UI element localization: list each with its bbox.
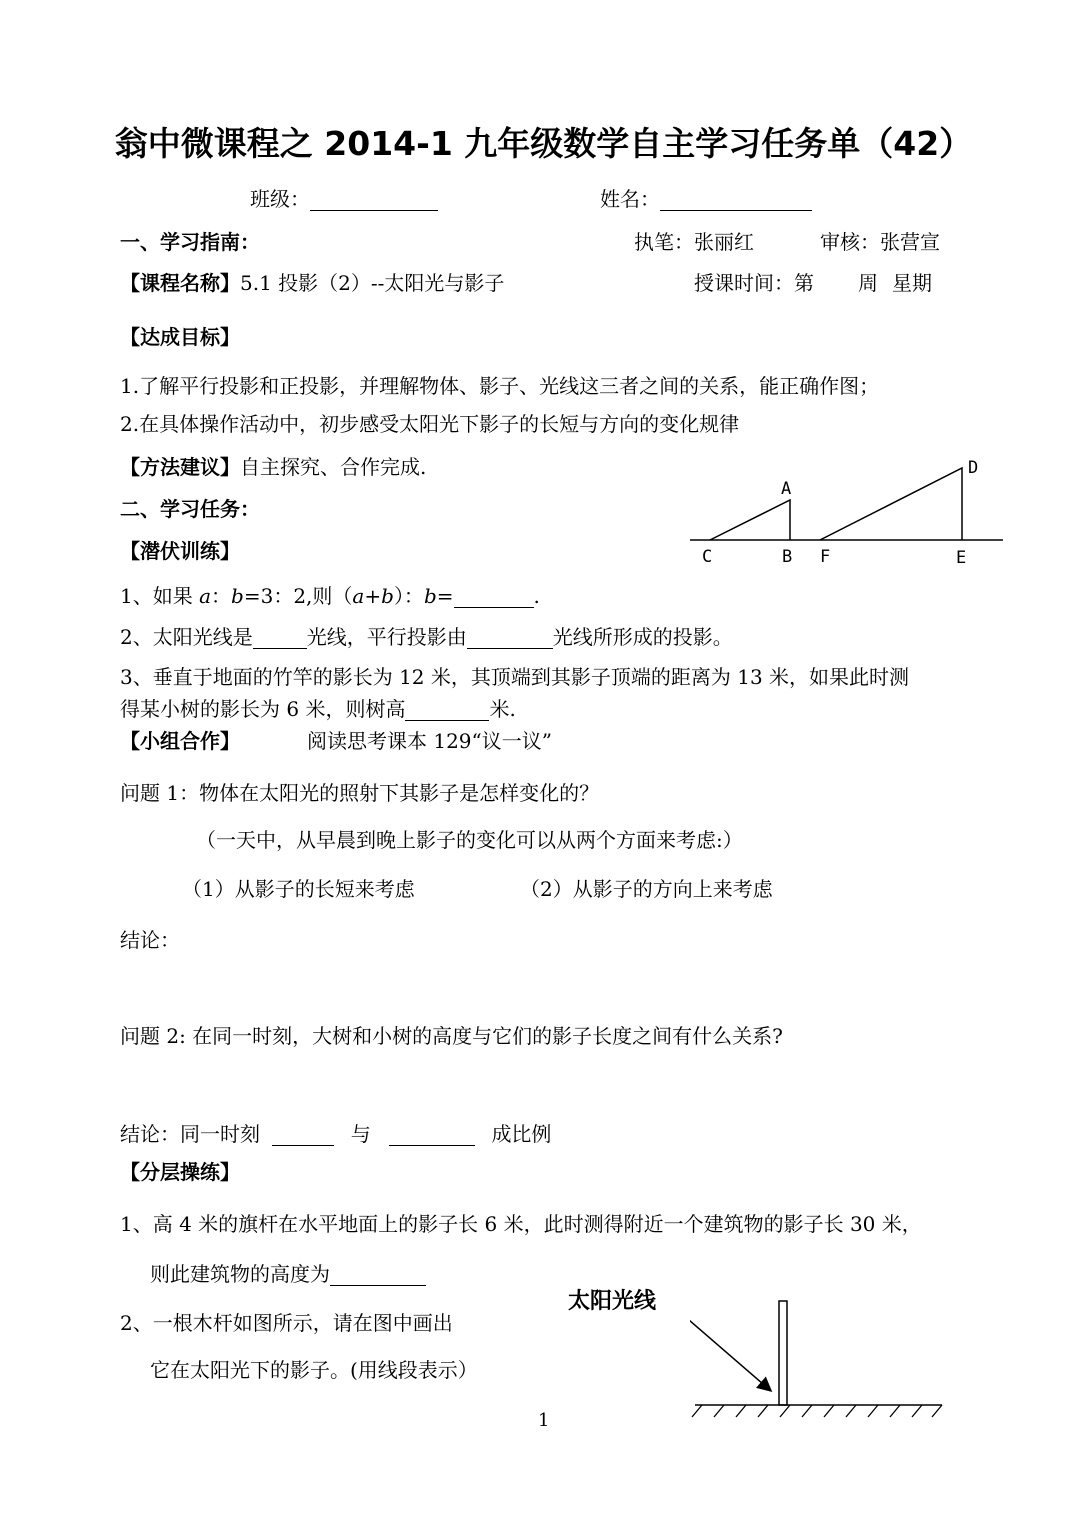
goal-item-2: 2.在具体操作活动中，初步感受太阳光下影子的长短与方向的变化规律: [120, 412, 740, 436]
section1-heading: 一、学习指南：: [120, 230, 260, 254]
conclusion-1: 结论：: [120, 928, 180, 952]
latent-q3-line2: [120, 697, 516, 721]
latent-q3-line1: 3、垂直于地面的竹竿的影长为 12 米，其顶端到其影子顶端的距离为 13 米，如果此时测: [120, 665, 910, 689]
exercise-1-line1: 1、高 4 米的旗杆在水平地面上的影子长 6 米，此时测得附近一个建筑物的影子长 30 米，: [120, 1212, 922, 1236]
q1-prefix: 1、如果: [120, 584, 193, 608]
conclusion-2-part-c: 成比例: [491, 1122, 552, 1146]
page-title: 翁中微课程之 2014-1 九年级数学自主学习任务单（42）: [114, 124, 973, 163]
course-week: 周: [858, 271, 878, 295]
conclusion-2-part-a: 结论：同一时刻: [120, 1122, 260, 1146]
course-label: 【课程名称】: [120, 271, 240, 295]
conclusion-2-blank-2: [389, 1125, 475, 1146]
conclusion-2-blank-1: [272, 1125, 334, 1146]
group-heading: 【小组合作】: [120, 729, 240, 753]
name-label: 姓名：: [600, 187, 660, 211]
course-time-label: 授课时间：第: [694, 271, 814, 295]
label-e: E: [956, 548, 967, 568]
q2-part-c: 光线所形成的投影。: [552, 625, 733, 649]
page-number: 1: [538, 1410, 550, 1431]
conclusion-2-part-b: 与: [350, 1122, 371, 1146]
q1-colon: ：: [211, 584, 232, 608]
q1-var-a2: a: [352, 584, 365, 608]
problem-2: 问题 2: 在同一时刻，大树和小树的高度与它们的影子长度之间有什么关系?: [120, 1024, 783, 1048]
problem-1-option-1: （1）从影子的长短来考虑: [182, 877, 415, 901]
latent-q1: [120, 584, 540, 608]
exercise-2-line1: 2、一根木杆如图所示，请在图中画出: [120, 1311, 453, 1335]
class-blank: [310, 190, 438, 211]
method-label: 【方法建议】: [120, 455, 240, 479]
sun-rays-label: 太阳光线: [568, 1289, 657, 1314]
q1-var-b3: b: [423, 584, 437, 608]
course-weekday: 星期: [892, 271, 932, 295]
label-a: A: [781, 479, 792, 499]
layered-heading: 【分层操练】: [120, 1160, 240, 1184]
triangle-diagram: [680, 450, 1010, 575]
reviewer-text: 审核：张营宣: [820, 230, 940, 254]
latent-heading: 【潜伏训练】: [120, 539, 240, 563]
q1-var-b2: b: [381, 584, 394, 608]
q1-eq: =: [436, 584, 454, 608]
q3-end: 米.: [489, 697, 516, 721]
method-text: 自主探究、合作完成.: [240, 455, 427, 479]
q2-part-a: 2、太阳光线是: [120, 625, 253, 649]
q2-blank-1: [253, 628, 307, 649]
group-text: 阅读思考课本 129“议一议”: [307, 729, 552, 753]
writer-text: 执笔：张丽红: [634, 230, 754, 254]
method-line: [120, 455, 426, 479]
latent-q2: [120, 625, 733, 649]
q1-close: ）：: [393, 584, 424, 608]
class-field: [250, 187, 438, 211]
q1-var-b: b: [231, 584, 244, 608]
exercise-2-line2: 它在太阳光下的影子。(用线段表示）: [150, 1358, 478, 1382]
q2-part-b: 光线，平行投影由: [306, 625, 467, 649]
q1-end: .: [533, 584, 540, 608]
label-f: F: [820, 547, 831, 567]
problem-1: 问题 1：物体在太阳光的照射下其影子是怎样变化的？: [120, 781, 600, 805]
q3-text: 得某小树的影长为 6 米，则树高: [120, 697, 406, 721]
q1-var-a: a: [199, 584, 212, 608]
q1-plus: +: [364, 584, 382, 608]
exercise-1-line2: [150, 1262, 426, 1286]
label-c: C: [702, 547, 713, 567]
q1-ratio: =3：2,则（: [243, 584, 353, 608]
name-field: [600, 187, 812, 211]
course-line: [120, 271, 504, 295]
course-name: 5.1 投影（2）--太阳光与影子: [240, 271, 505, 295]
name-blank: [660, 190, 812, 211]
label-d: D: [968, 458, 979, 478]
q1-blank: [454, 587, 534, 608]
problem-1-option-2: （2）从影子的方向上来考虑: [520, 877, 773, 901]
exercise-1-blank: [330, 1265, 426, 1286]
pole-diagram: [690, 1284, 950, 1424]
goal-item-1: 1.了解平行投影和正投影，并理解物体、影子、光线这三者之间的关系，能正确作图；: [120, 374, 880, 398]
q2-blank-2: [467, 628, 553, 649]
problem-1-hint: （一天中，从早晨到晚上影子的变化可以从两个方面来考虑:）: [196, 828, 743, 852]
class-label: 班级：: [250, 187, 310, 211]
goals-heading: 【达成目标】: [120, 325, 240, 349]
q3-blank: [405, 700, 489, 721]
section2-heading: 二、学习任务：: [120, 497, 260, 521]
label-b: B: [782, 547, 793, 567]
exercise-1-text: 则此建筑物的高度为: [150, 1262, 330, 1286]
conclusion-2: [120, 1122, 551, 1146]
